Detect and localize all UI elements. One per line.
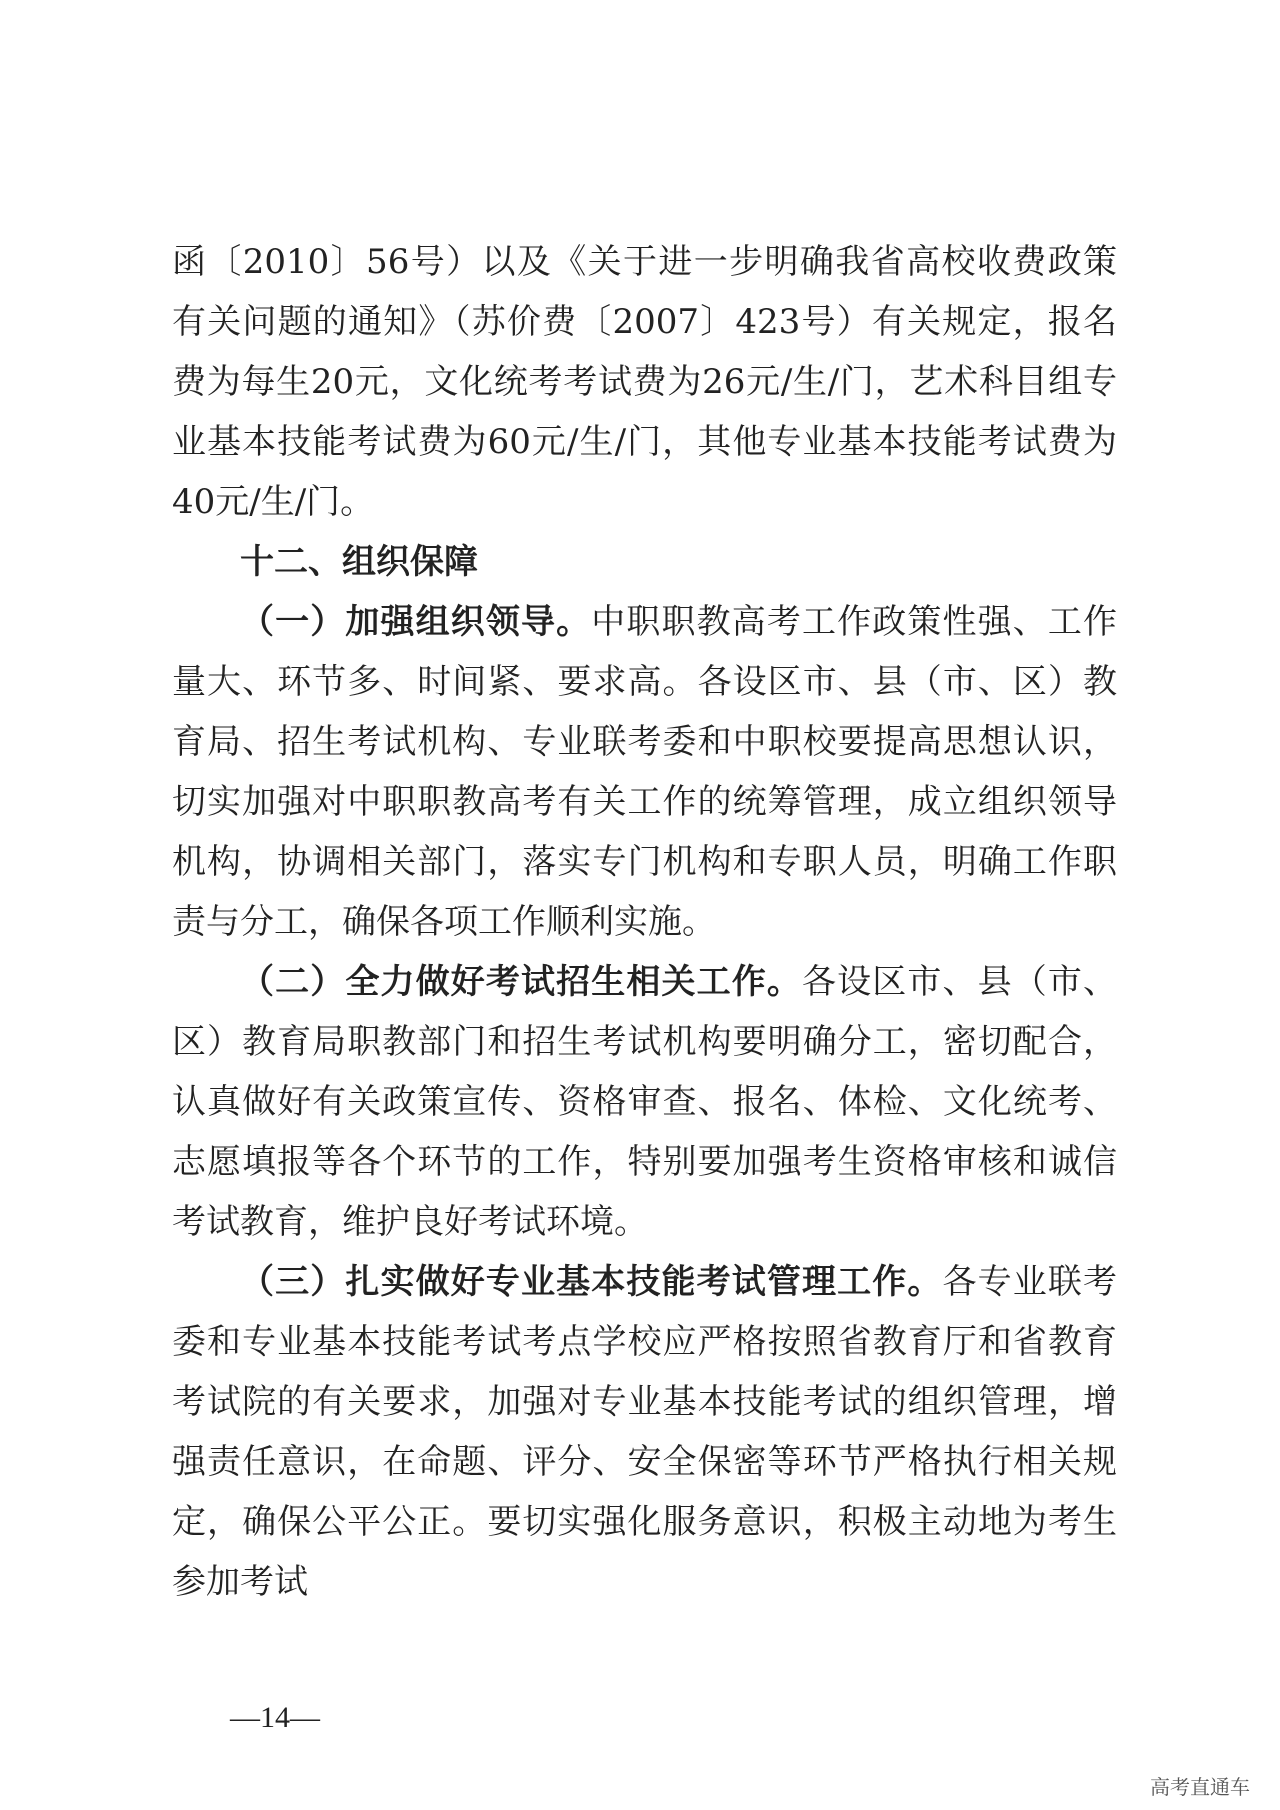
item-3-paragraph [172,1252,1117,1612]
item-2-paragraph [172,952,1117,1252]
item-2-body: 各设区市、县（市、区）教育局职教部门和招生考试机构要明确分工，密切配合，认真做好有关政策宣传、资格审查、报名、体检、文化统考、志愿填报等各个环节的工作，特别要加强考生资格审核和诚信考试教育，维护良好考试环境。 [172,962,1117,1242]
item-3-body: 各专业联考委和专业基本技能考试考点学校应严格按照省教育厅和省教育考试院的有关要求，加强对专业基本技能考试的组织管理，增强责任意识，在命题、评分、安全保密等环节严格执行相关规定，确保公平公正。要切实强化服务意识，积极主动地为考生参加考试 [172,1262,1117,1602]
watermark-text: 高考直通车 [1150,1775,1250,1799]
page-number: —14— [230,1701,320,1734]
item-2-lead: （二）全力做好考试招生相关工作。 [240,962,802,1002]
item-1-body: 中职职教高考工作政策性强、工作量大、环节多、时间紧、要求高。各设区市、县（市、区）教育局、招生考试机构、专业联考委和中职校要提高思想认识，切实加强对中职职教高考有关工作的统筹管理，成立组织领导机构，协调相关部门，落实专门机构和专职人员，明确工作职责与分工，确保各项工作顺利实施。 [172,602,1117,942]
document-body [172,232,1117,1612]
item-1-lead: （一）加强组织领导。 [240,602,592,642]
item-3-lead: （三）扎实做好专业基本技能考试管理工作。 [240,1262,943,1302]
item-1-paragraph [172,592,1117,952]
section-heading: 十二、组织保障 [240,542,478,582]
fee-paragraph: 函〔2010〕56号）以及《关于进一步明确我省高校收费政策有关问题的通知》（苏价费〔2007〕423号）有关规定，报名费为每生20元，文化统考考试费为26元/生/门，艺术科目组专业基本技能考试费为60元/生/门，其他专业基本技能考试费为40元/生/门。 [172,242,1117,522]
